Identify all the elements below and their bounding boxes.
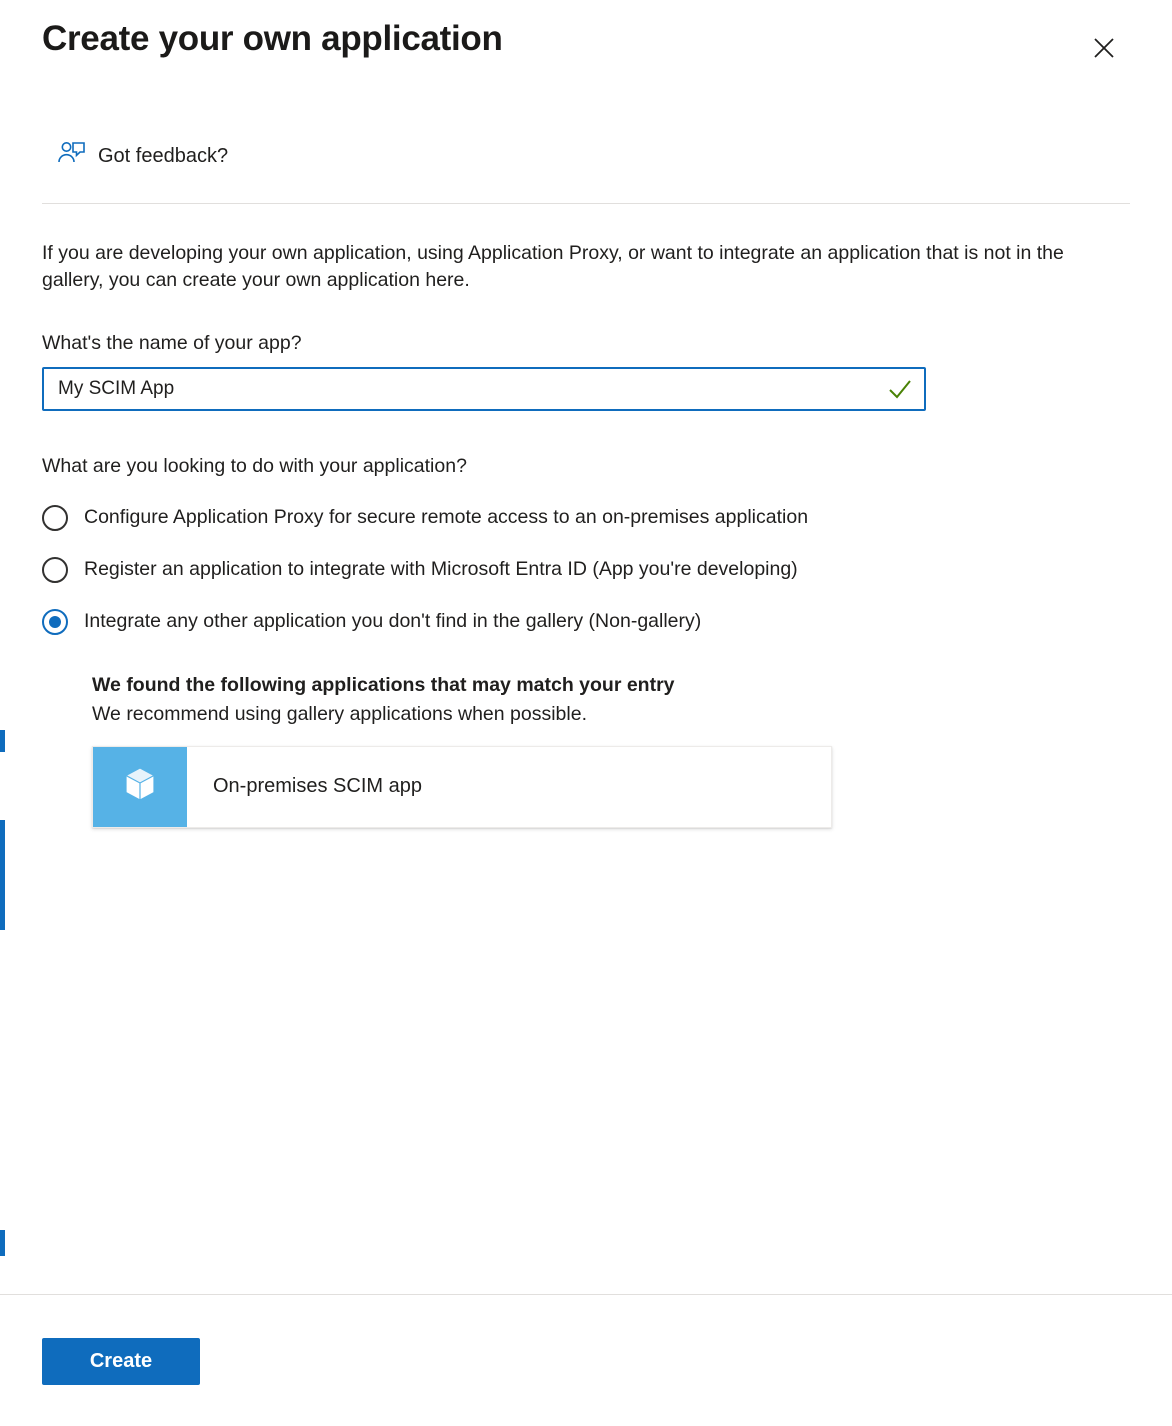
application-purpose-radio-group bbox=[42, 492, 1130, 648]
app-name-input[interactable] bbox=[42, 367, 926, 411]
suggestion-title: We found the following applications that may match your entry bbox=[92, 673, 675, 696]
header-divider bbox=[42, 203, 1130, 204]
radio-option-label: Integrate any other application you don't find in the gallery (Non-gallery) bbox=[84, 610, 702, 633]
close-icon[interactable] bbox=[1084, 28, 1124, 68]
create-button[interactable]: Create bbox=[42, 1338, 200, 1385]
radio-option-non-gallery[interactable] bbox=[42, 596, 1130, 648]
radio-option-app-proxy[interactable] bbox=[42, 492, 1130, 544]
application-purpose-label: What are you looking to do with your application? bbox=[42, 454, 467, 477]
radio-indicator bbox=[42, 557, 68, 583]
got-feedback-link[interactable] bbox=[56, 140, 228, 173]
close-glyph bbox=[1090, 34, 1118, 62]
suggested-app-card[interactable] bbox=[92, 746, 832, 828]
radio-option-register-app[interactable] bbox=[42, 544, 1130, 596]
feedback-person-icon bbox=[56, 140, 86, 173]
dialog-header bbox=[42, 18, 1132, 60]
radio-option-label: Configure Application Proxy for secure remote access to an on-premises application bbox=[84, 506, 809, 529]
page-title: Create your own application bbox=[42, 19, 503, 58]
footer-divider bbox=[0, 1294, 1172, 1295]
suggested-applications-section bbox=[92, 674, 1130, 828]
radio-indicator bbox=[42, 609, 68, 635]
radio-indicator bbox=[42, 505, 68, 531]
dialog-body bbox=[42, 240, 1130, 828]
suggested-app-name: On-premises SCIM app bbox=[213, 775, 422, 798]
feedback-label: Got feedback? bbox=[98, 145, 229, 167]
app-icon-tile bbox=[93, 747, 187, 827]
cube-icon bbox=[121, 764, 159, 809]
intro-text: If you are developing your own application, using Application Proxy, or want to integrate an application that is not in the gallery, you can create your own application here. bbox=[42, 242, 1064, 291]
app-name-label: What's the name of your app? bbox=[42, 331, 302, 354]
radio-option-label: Register an application to integrate with Microsoft Entra ID (App you're developing) bbox=[84, 558, 798, 581]
app-name-field-wrapper bbox=[42, 367, 926, 411]
suggestion-subtitle: We recommend using gallery applications when possible. bbox=[92, 702, 587, 725]
